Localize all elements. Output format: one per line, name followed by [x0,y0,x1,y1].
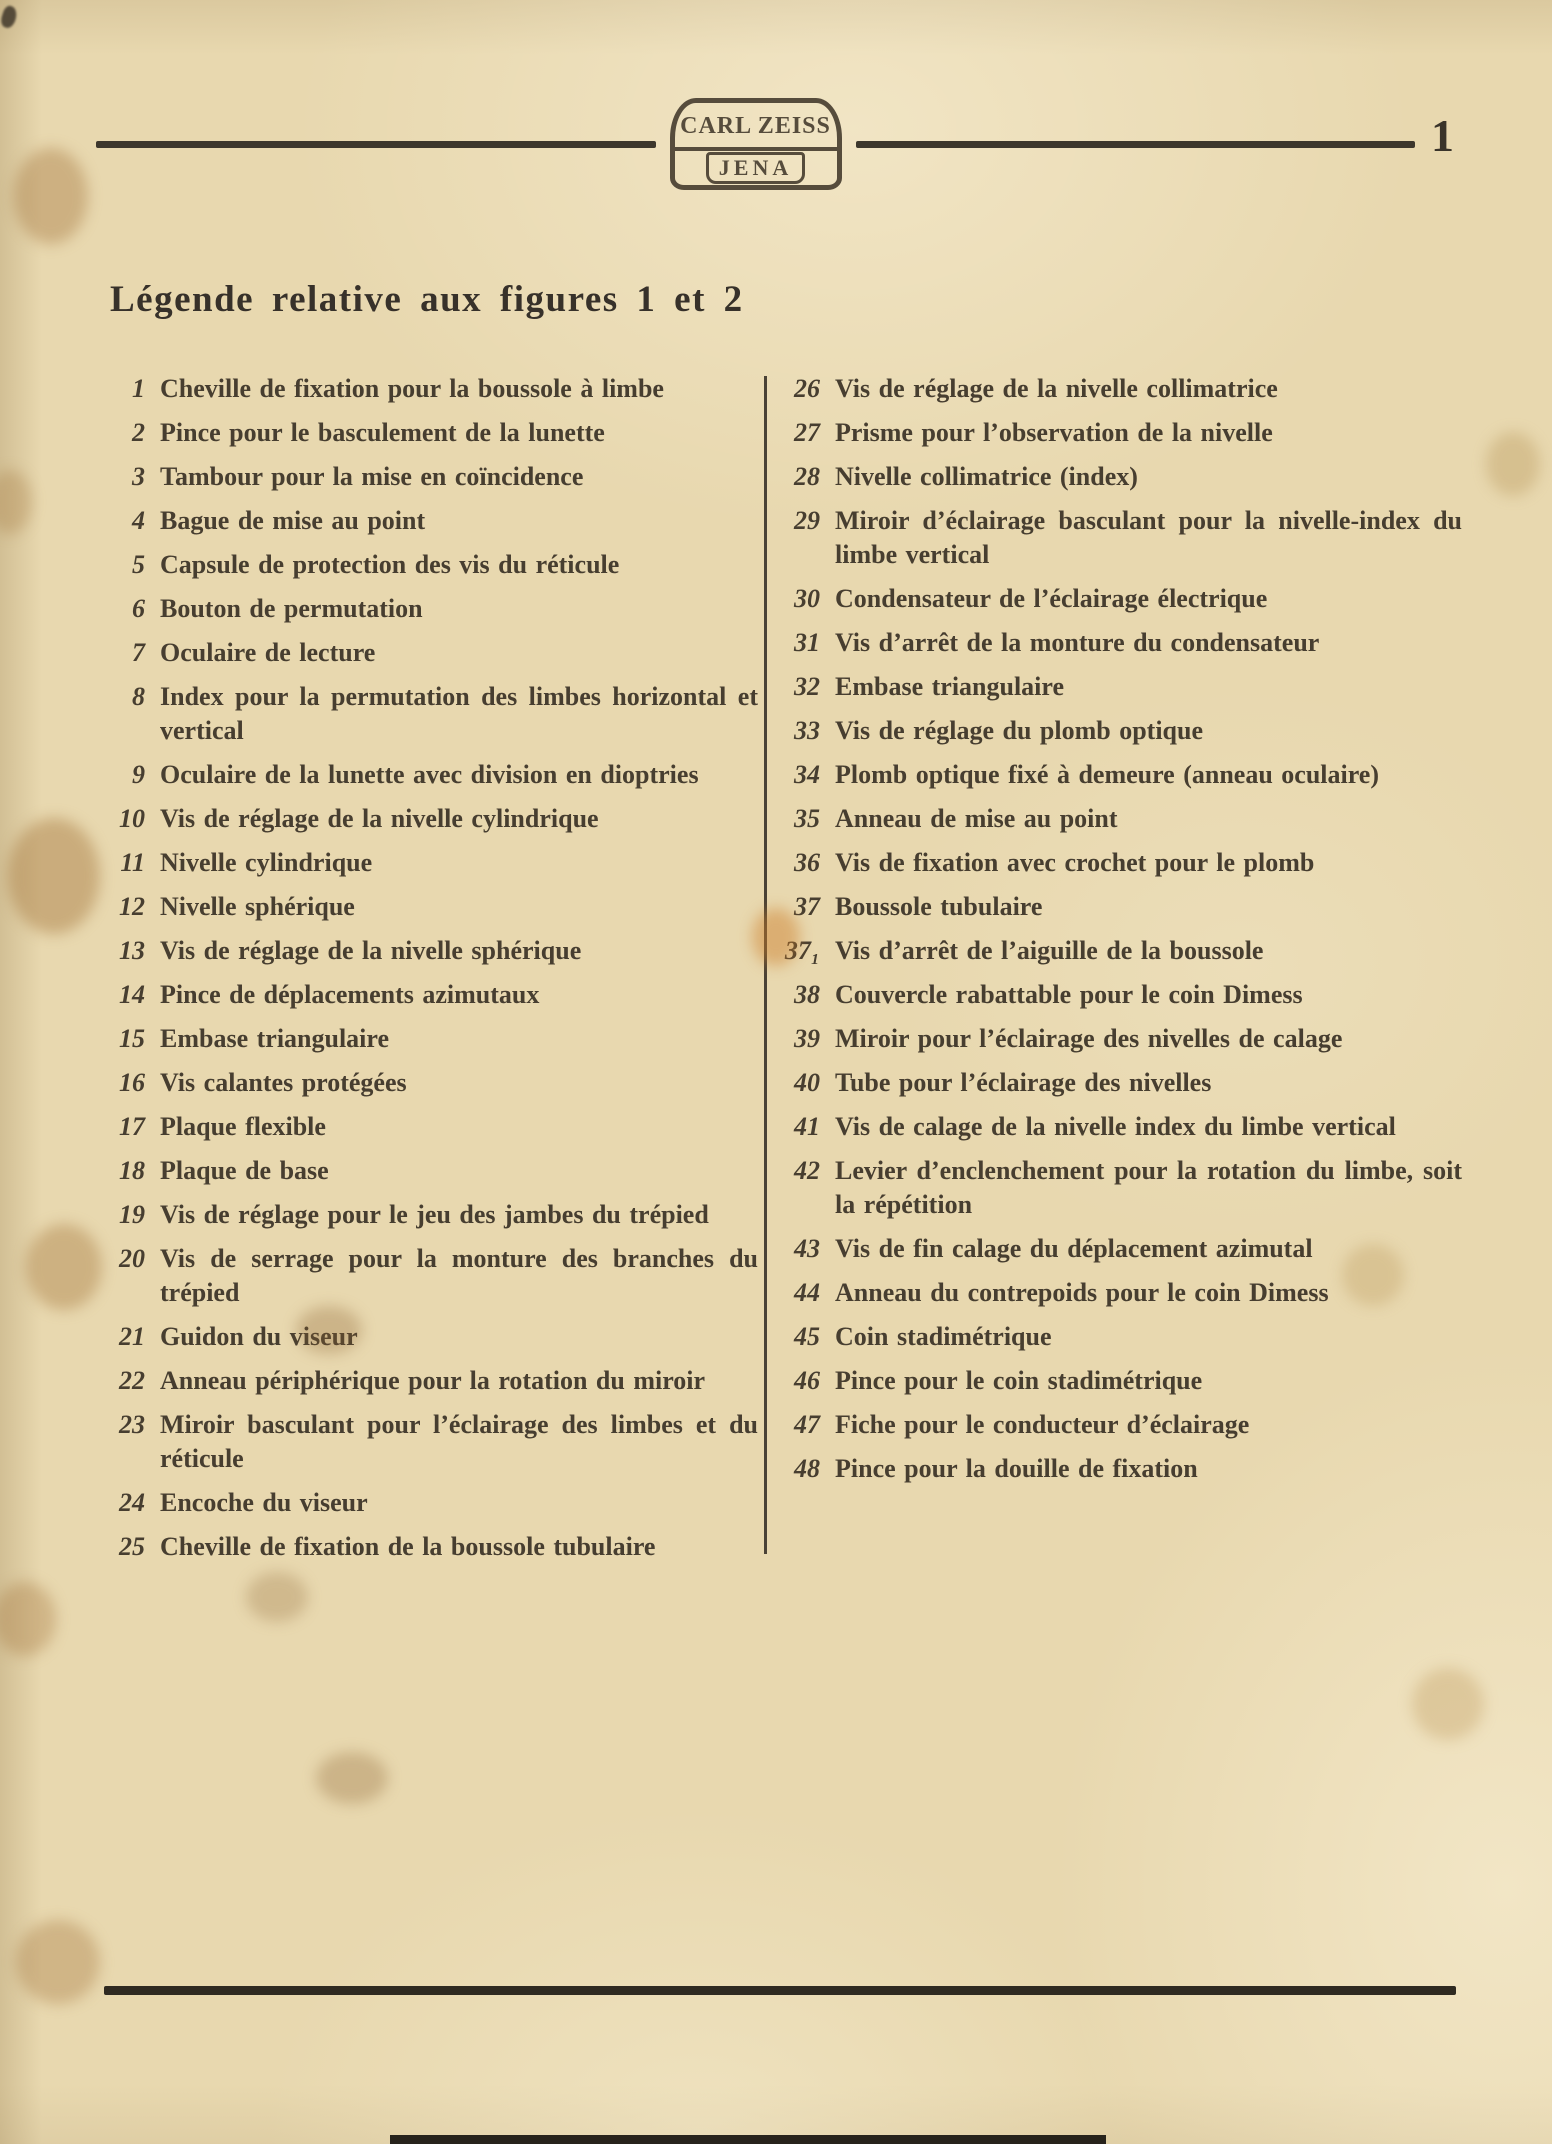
legend-item [108,802,758,836]
legend-columns [108,372,1462,1564]
item-number: 21 [119,1322,145,1351]
item-number: 30 [794,584,820,613]
item-text: Miroir d’éclairage basculant pour la nivelle-index du limbe vertical [835,506,1462,569]
legend-item [108,1320,758,1354]
item-number: 37₁ [784,936,820,965]
item-text: Bouton de permutation [160,594,423,623]
item-number: 18 [119,1156,145,1185]
legend-item [108,1066,758,1100]
paper-stain [26,1224,102,1310]
legend-item [108,636,758,670]
item-text: Fiche pour le conducteur d’éclairage [835,1410,1250,1439]
legend-item [783,758,1462,792]
logo-text-jena: JENA [706,152,805,184]
item-number: 22 [119,1366,145,1395]
item-text: Miroir basculant pour l’éclairage des limbes et du réticule [160,1410,758,1473]
logo-jena-box [675,151,837,185]
legend-item [783,1408,1462,1442]
item-text: Plaque flexible [160,1112,326,1141]
legend-item [783,582,1462,616]
item-number: 44 [794,1278,820,1307]
item-number: 15 [119,1024,145,1053]
carl-zeiss-jena-logo [670,98,842,190]
paper-stain [316,1752,388,1804]
item-text: Plomb optique fixé à demeure (anneau oculaire) [835,760,1380,789]
item-number: 3 [132,462,145,491]
item-number: 7 [132,638,145,667]
legend-item [108,504,758,538]
item-number: 29 [794,506,820,535]
legend-item [783,1110,1462,1144]
logo-text-carl-zeiss: CARL ZEISS [675,103,837,151]
item-number: 47 [794,1410,820,1439]
scan-edge-artifact [390,2135,1106,2144]
legend-item [108,846,758,880]
item-number: 11 [120,848,145,877]
legend-item [783,1320,1462,1354]
legend-item [108,934,758,968]
item-text: Plaque de base [160,1156,329,1185]
item-text: Pince pour le coin stadimétrique [835,1366,1203,1395]
item-text: Cheville de fixation pour la boussole à limbe [160,374,664,403]
legend-item [108,1408,758,1476]
legend-item [108,1242,758,1310]
item-number: 20 [119,1244,145,1273]
item-number: 16 [119,1068,145,1097]
item-number: 8 [132,682,145,711]
legend-item [783,890,1462,924]
bottom-rule [104,1986,1456,1995]
paper-stain [0,1582,56,1656]
legend-item [108,758,758,792]
item-number: 27 [794,418,820,447]
legend-item [783,1276,1462,1310]
item-text: Miroir pour l’éclairage des nivelles de calage [835,1024,1343,1053]
item-text: Encoche du viseur [160,1488,368,1517]
legend-item [108,890,758,924]
item-number: 37 [794,892,820,921]
item-number: 4 [132,506,145,535]
item-number: 48 [794,1454,820,1483]
item-number: 35 [794,804,820,833]
item-number: 41 [794,1112,820,1141]
legend-item [783,372,1462,406]
paper-stain [14,148,88,244]
column-divider [764,376,767,1554]
legend-item [783,1232,1462,1266]
legend-item [108,1364,758,1398]
item-number: 46 [794,1366,820,1395]
item-text: Embase triangulaire [160,1024,390,1053]
item-number: 23 [119,1410,145,1439]
item-number: 13 [119,936,145,965]
legend-item [108,1110,758,1144]
legend-item [108,548,758,582]
item-number: 6 [132,594,145,623]
item-number: 25 [119,1532,145,1561]
item-text: Vis calantes protégées [160,1068,407,1097]
item-text: Prisme pour l’observation de la nivelle [835,418,1273,447]
item-text: Vis de fixation avec crochet pour le plomb [835,848,1315,877]
corner-mark [0,4,19,29]
paper-stain [8,818,100,934]
item-text: Vis de calage de la nivelle index du limbe vertical [835,1112,1396,1141]
item-text: Cheville de fixation de la boussole tubulaire [160,1532,656,1561]
legend-item [108,1486,758,1520]
legend-item [108,1154,758,1188]
item-number: 19 [119,1200,145,1229]
item-number: 42 [794,1156,820,1185]
item-text: Pince pour le basculement de la lunette [160,418,605,447]
paper-stain [1486,432,1540,496]
item-number: 14 [119,980,145,1009]
item-number: 5 [132,550,145,579]
item-text: Condensateur de l’éclairage électrique [835,584,1268,613]
page-title: Légende relative aux figures 1 et 2 [110,279,744,320]
legend-item [108,1198,758,1232]
item-number: 1 [132,374,145,403]
item-text: Anneau du contrepoids pour le coin Dimess [835,1278,1329,1307]
item-number: 34 [794,760,820,789]
item-text: Boussole tubulaire [835,892,1043,921]
item-number: 26 [794,374,820,403]
legend-item [108,416,758,450]
legend-item [783,626,1462,660]
legend-item [783,1364,1462,1398]
item-text: Tambour pour la mise en coïncidence [160,462,584,491]
paper-stain [1412,1668,1484,1740]
legend-item [783,460,1462,494]
paper-stain [0,470,32,534]
item-number: 38 [794,980,820,1009]
item-number: 31 [794,628,820,657]
paper-stain [246,1572,308,1622]
item-number: 32 [794,672,820,701]
item-text: Levier d’enclenchement pour la rotation du limbe, soit la répétition [835,1156,1462,1219]
item-text: Nivelle collimatrice (index) [835,462,1138,491]
legend-item [783,1154,1462,1222]
legend-item [108,592,758,626]
item-text: Vis de réglage de la nivelle cylindrique [160,804,599,833]
legend-item [783,416,1462,450]
paper-stain [16,1920,100,2004]
legend-item [783,978,1462,1012]
item-number: 9 [132,760,145,789]
item-text: Vis de serrage pour la monture des branches du trépied [160,1244,758,1307]
item-text: Vis d’arrêt de la monture du condensateur [835,628,1320,657]
item-number: 45 [794,1322,820,1351]
item-number: 39 [794,1024,820,1053]
item-number: 17 [119,1112,145,1141]
legend-column-left [108,372,758,1564]
legend-item [108,680,758,748]
item-text: Vis de réglage du plomb optique [835,716,1204,745]
item-text: Couvercle rabattable pour le coin Dimess [835,980,1303,1009]
item-text: Vis de réglage de la nivelle collimatrice [835,374,1278,403]
item-number: 2 [132,418,145,447]
item-text: Anneau de mise au point [835,804,1118,833]
item-text: Capsule de protection des vis du réticule [160,550,620,579]
item-text: Vis d’arrêt de l’aiguille de la boussole [835,936,1264,965]
legend-item [783,670,1462,704]
legend-item [108,460,758,494]
legend-item [783,846,1462,880]
legend-item [783,714,1462,748]
item-text: Pince pour la douille de fixation [835,1454,1198,1483]
legend-item [783,802,1462,836]
item-text: Pince de déplacements azimutaux [160,980,540,1009]
item-text: Nivelle cylindrique [160,848,373,877]
item-number: 36 [794,848,820,877]
legend-item [108,372,758,406]
item-number: 43 [794,1234,820,1263]
page-header [96,84,1454,204]
item-number: 10 [119,804,145,833]
item-text: Nivelle sphérique [160,892,355,921]
item-text: Coin stadimétrique [835,1322,1052,1351]
item-text: Vis de fin calage du déplacement azimutal [835,1234,1313,1263]
item-text: Vis de réglage de la nivelle sphérique [160,936,582,965]
item-text: Embase triangulaire [835,672,1065,701]
legend-item [108,1022,758,1056]
legend-column-right [783,372,1462,1564]
item-number: 24 [119,1488,145,1517]
header-rule-left [96,141,656,148]
legend-item [783,1452,1462,1486]
legend-item [108,1530,758,1564]
item-number: 33 [794,716,820,745]
item-text: Oculaire de la lunette avec division en dioptries [160,760,699,789]
legend-item [108,978,758,1012]
item-number: 40 [794,1068,820,1097]
legend-item [783,1022,1462,1056]
item-text: Vis de réglage pour le jeu des jambes du trépied [160,1200,709,1229]
item-text: Bague de mise au point [160,506,426,535]
item-text: Guidon du viseur [160,1322,358,1351]
item-text: Anneau périphérique pour la rotation du miroir [160,1366,706,1395]
item-text: Tube pour l’éclairage des nivelles [835,1068,1212,1097]
item-number: 12 [119,892,145,921]
item-text: Index pour la permutation des limbes horizontal et vertical [160,682,758,745]
header-rule-right [856,141,1416,148]
item-number: 28 [794,462,820,491]
legend-item [783,504,1462,572]
page-number: 1 [1431,110,1454,161]
legend-item [783,934,1462,968]
item-text: Oculaire de lecture [160,638,376,667]
legend-item [783,1066,1462,1100]
